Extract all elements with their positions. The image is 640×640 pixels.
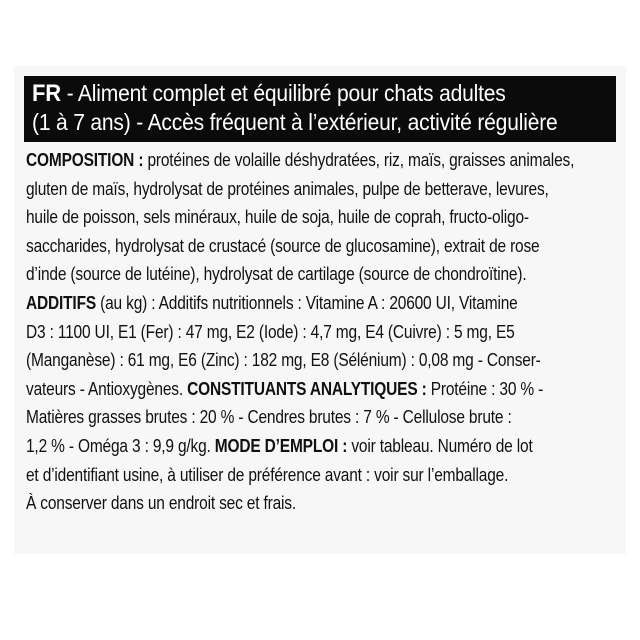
composition-title: COMPOSITION :	[26, 150, 144, 170]
additifs-line-2: D3 : 1100 UI, E1 (Fer) : 47 mg, E2 (Iode) : 4,7 mg, E4 (Cuivre) : 5 mg, E5	[26, 321, 515, 342]
additifs-end-text: vateurs - Antioxygènes.	[26, 378, 188, 399]
storage-line: À conserver dans un endroit sec et frais.	[26, 493, 297, 514]
additifs-title: ADDITIFS	[26, 292, 97, 313]
header-title-text: - Aliment complet et équilibré pour chats adultes	[66, 80, 506, 106]
product-label	[14, 66, 626, 554]
composition-line-5: d’inde (source de lutéine), hydrolysat de cartilage (source de chondroïtine).	[26, 264, 527, 285]
constituants-line-2: Matières grasses brutes : 20 % - Cendres brutes : 7 % - Cellulose brute :	[26, 407, 512, 428]
header-banner	[24, 76, 616, 142]
constituants-end-text: 1,2 % - Oméga 3 : 9,9 g/kg.	[26, 435, 215, 456]
additifs-constituants-line	[26, 375, 542, 404]
composition-line-3: huile de poisson, sels minéraux, huile de soja, huile de coprah, fructo-oligo-	[26, 207, 529, 228]
header-line-2: (1 à 7 ans) - Accès fréquent à l’extérieur, activité régulière	[32, 109, 558, 135]
constituants-title: CONSTITUANTS ANALYTIQUES :	[187, 378, 427, 399]
header-line-1	[32, 79, 566, 108]
mode-emploi-text: voir tableau. Numéro de lot	[347, 435, 533, 456]
mode-emploi-line-2: et d’identifiant usine, à utiliser de préférence avant : voir sur l’emballage.	[26, 464, 509, 485]
composition-line-1	[26, 146, 575, 175]
additifs-line-3: (Manganèse) : 61 mg, E6 (Zinc) : 182 mg, E8 (Sélénium) : 0,08 mg - Conser-	[26, 350, 541, 371]
constituants-text: Protéine : 30 % -	[426, 378, 544, 399]
additifs-text: (au kg) : Additifs nutritionnels : Vitamine A : 20600 UI, Vitamine	[96, 292, 518, 313]
additifs-line-1	[26, 289, 542, 318]
label-body	[26, 146, 626, 518]
composition-text: protéines de volaille déshydratées, riz, maïs, graisses animales,	[143, 150, 575, 170]
composition-line-4: saccharides, hydrolysat de crustacé (source de glucosamine), extrait de rose	[26, 235, 540, 256]
composition-line-2: gluten de maïs, hydrolysat de protéines animales, pulpe de betterave, levures,	[26, 178, 549, 199]
language-code: FR	[32, 80, 61, 107]
constituants-mode-line	[26, 432, 542, 461]
mode-emploi-title: MODE D’EMPLOI :	[214, 435, 348, 456]
